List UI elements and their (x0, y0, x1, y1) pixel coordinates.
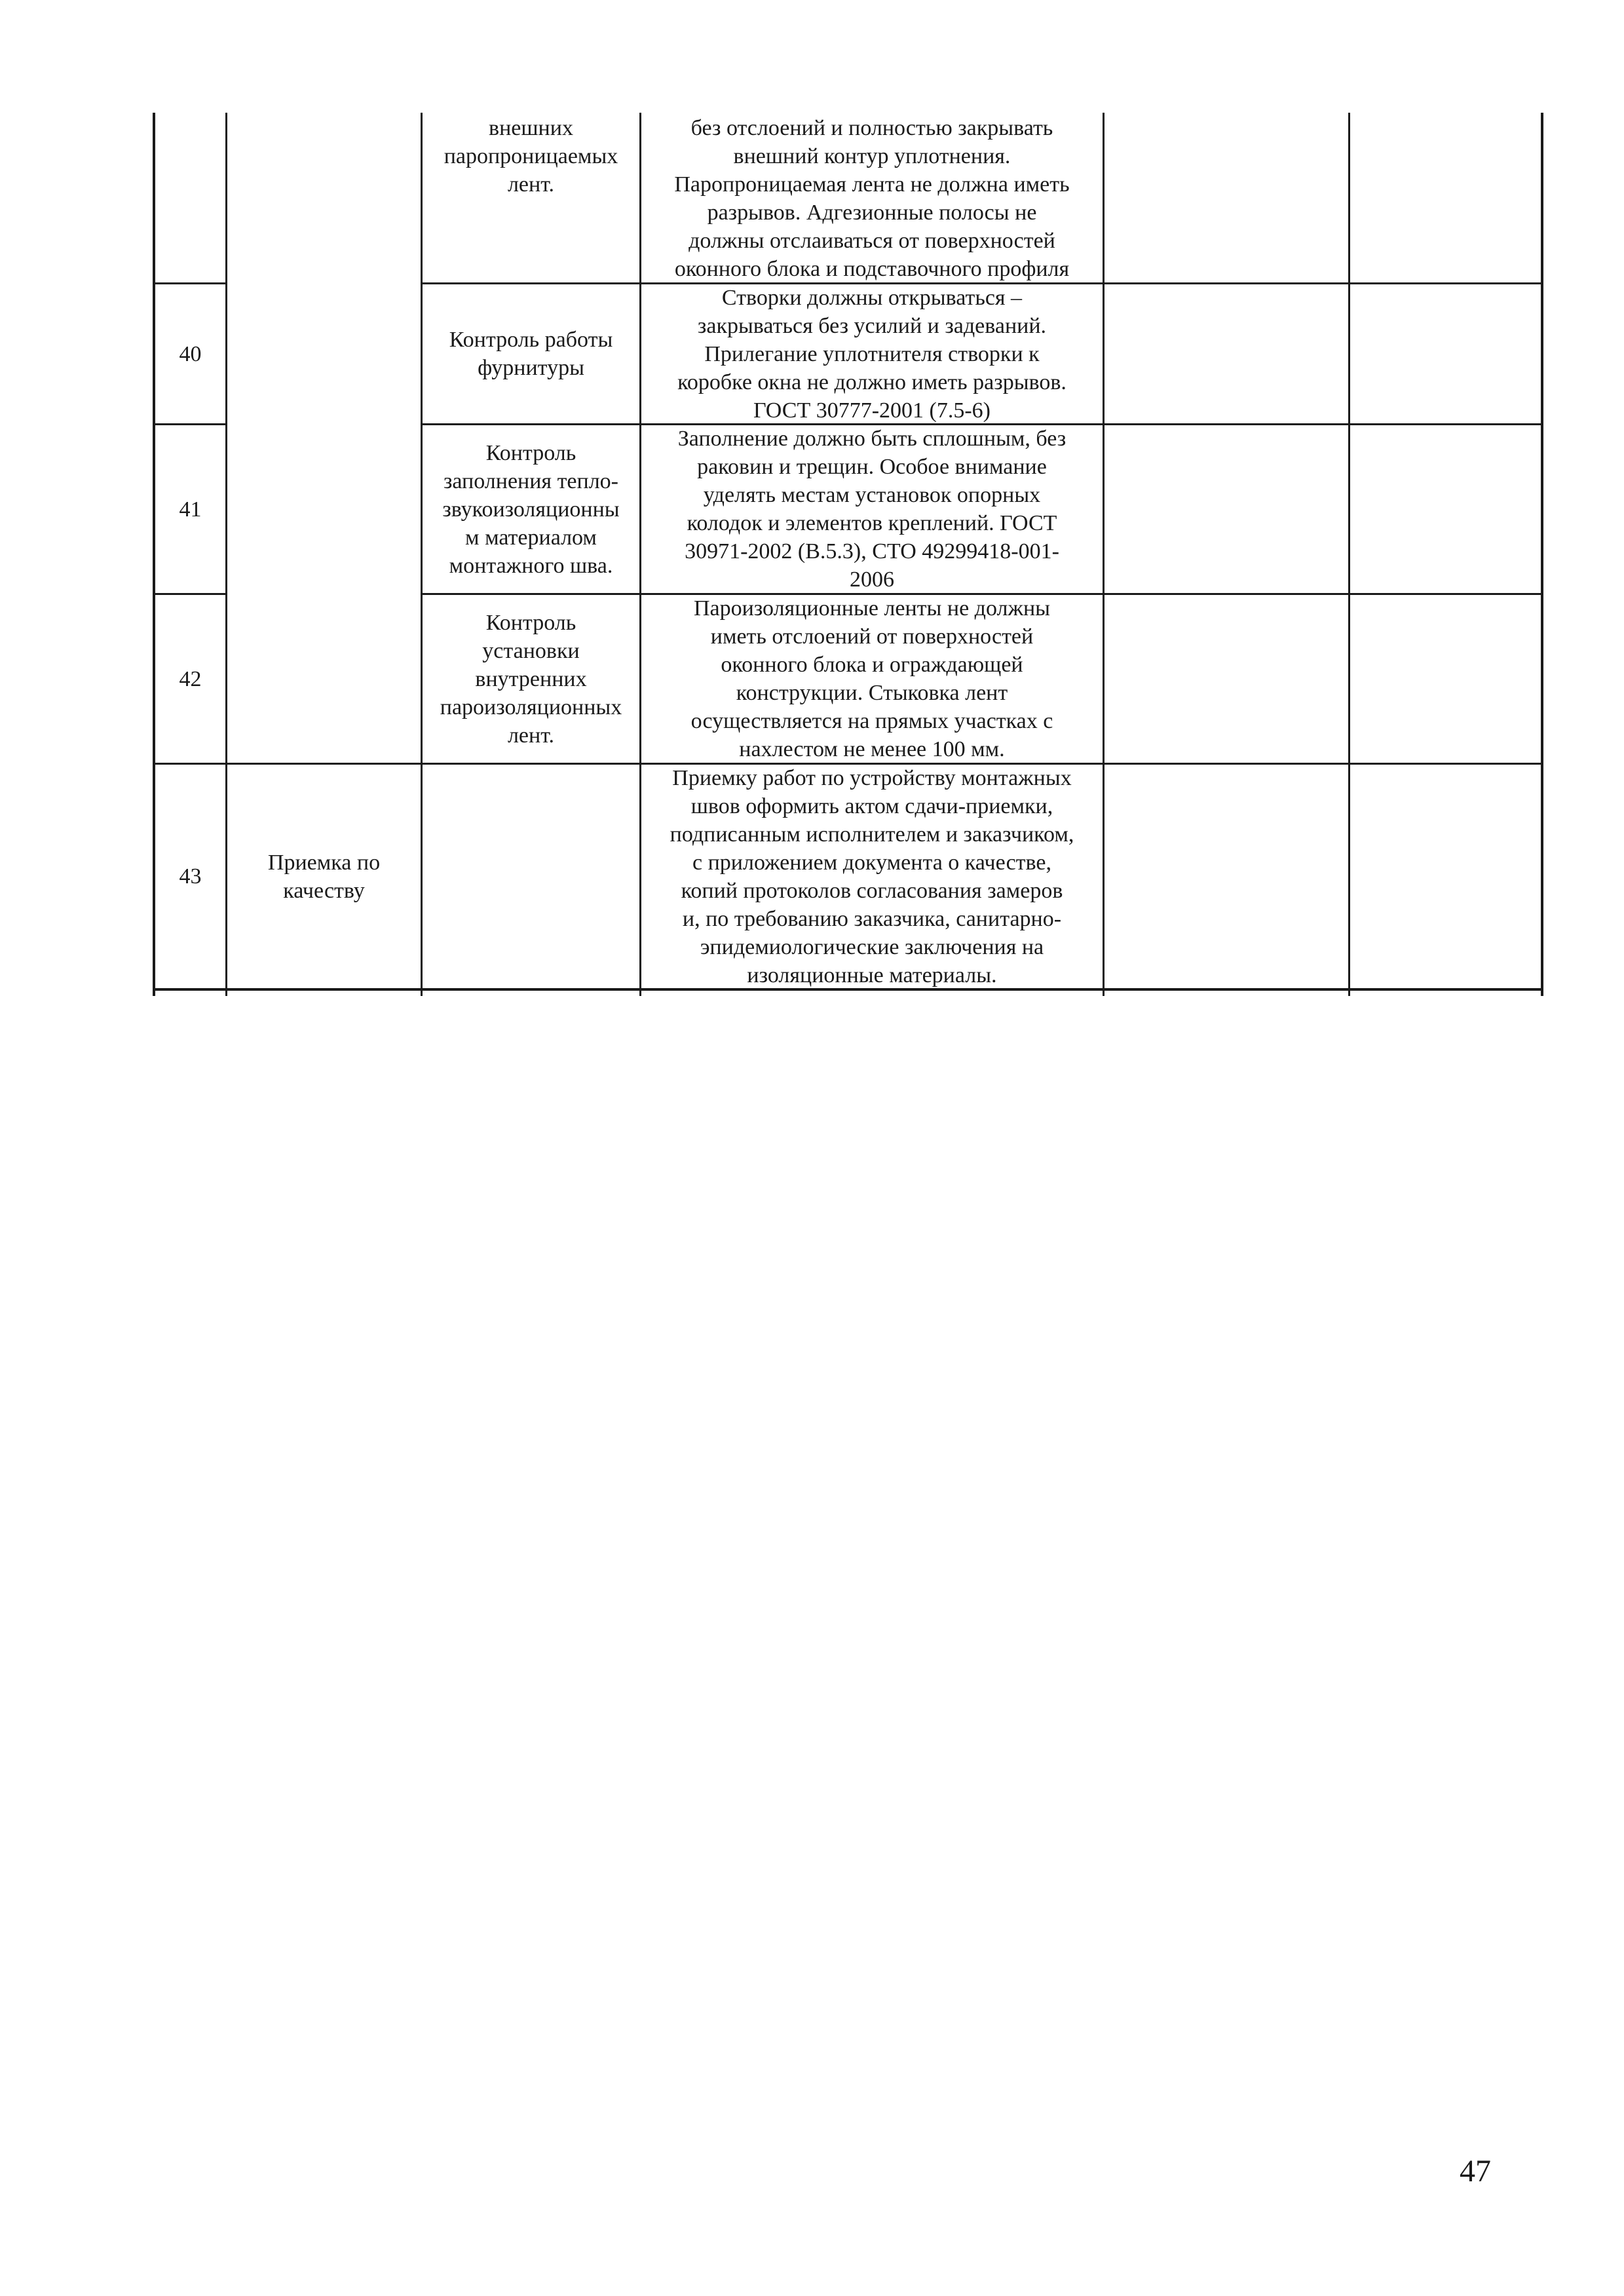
table-vline-5 (1348, 113, 1350, 996)
table-vline-4 (1103, 113, 1105, 996)
table-row-43-number: 43 (179, 864, 202, 889)
table-row-0-operation: внешних паропроницаемых лент. (444, 116, 618, 197)
table-row-42-requirement: Пароизоляционные ленты не должны иметь отслоений от поверхностей оконного блока и ограждающей конструкции. Стыковка лент осуществляется на прямых участках с нахлестом не менее 100 мм. (690, 596, 1053, 761)
table-row-40-number: 40 (179, 341, 202, 366)
table-row-0-requirement: без отслоений и полностью закрывать внешний контур уплотнения. Паропроницаемая лента не должна иметь разрывов. Адгезионные полосы не должны отслаиваться от поверхностей оконного блока и подставочного профиля (674, 116, 1070, 281)
table-row-41-requirement: Заполнение должно быть сплошным, без раковин и трещин. Особое внимание уделять местам установок опорных колодок и элементов креплений. ГОСТ 30971-2002 (В.5.3), СТО 49299418-001- 2006 (677, 427, 1067, 592)
table-row-42-operation: Контроль установки внутренних пароизоляционных лент. (440, 610, 622, 748)
table-row-40-requirement: Створки должны открываться – закрываться без усилий и задеваний. Прилегание уплотнителя створки к коробке окна не должно иметь разрывов. ГОСТ 30777-2001 (7.5-6) (677, 285, 1067, 423)
table-row-41-number: 41 (179, 497, 202, 522)
table-row-41-operation: Контроль заполнения тепло- звукоизоляционны м материалом монтажного шва. (442, 440, 620, 578)
page-number: 47 (1460, 2154, 1491, 2189)
table-row-42-number: 42 (179, 666, 202, 691)
table-row-40-operation: Контроль работы фурнитуры (449, 328, 613, 380)
table-row-43-stage: Приемка по качеству (267, 850, 381, 903)
table-row-43-requirement: Приемку работ по устройству монтажных швов оформить актом сдачи-приемки, подписанным исполнителем и заказчиком, с приложением документа о качестве, копий протоколов согласования замеров и, по требованию заказчика, санитарно- эпидемиологические заключения на изоляционные материалы. (670, 765, 1074, 987)
table-vline-right (1541, 113, 1543, 996)
